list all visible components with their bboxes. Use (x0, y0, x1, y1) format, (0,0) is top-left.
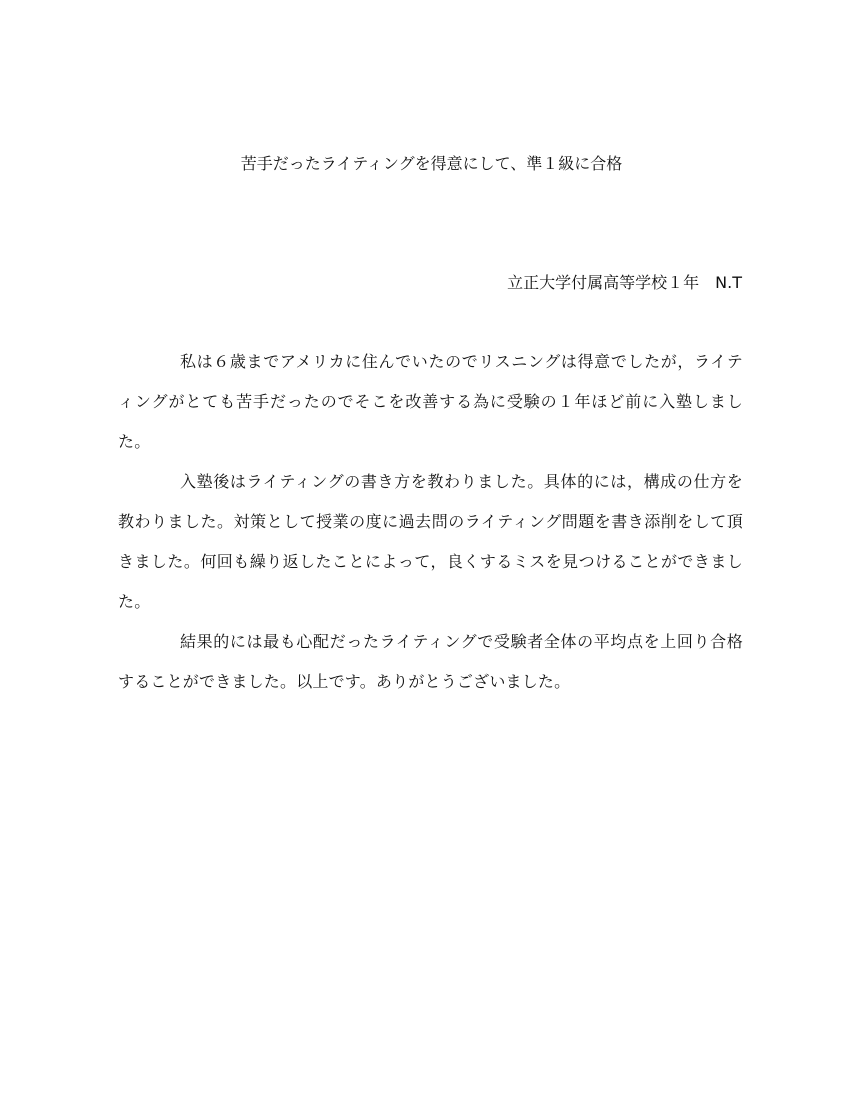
paragraph: 結果的には最も心配だったライティングで受験者全体の平均点を上回り合格することができました。以上です。ありがとうございました。 (118, 632, 743, 691)
paragraph: 入塾後はライティングの書き方を教わりました。具体的には，構成の仕方を教わりました。対策として授業の度に過去問のライティング問題を書き添削をして頂きました。何回も繰り返したことによって，良くするミスを見つけることができました。 (118, 472, 743, 611)
document-title: 苦手だったライティングを得意にして、準１級に合格 (240, 154, 623, 173)
document-body (118, 342, 743, 702)
author-line: 立正大学付属高等学校１年 N.T (507, 273, 742, 292)
paragraph: 私は６歳までアメリカに住んでいたのでリスニングは得意でしたが，ライティングがとても苦手だったのでそこを改善する為に受験の１年ほど前に入塾しました。 (118, 352, 743, 451)
